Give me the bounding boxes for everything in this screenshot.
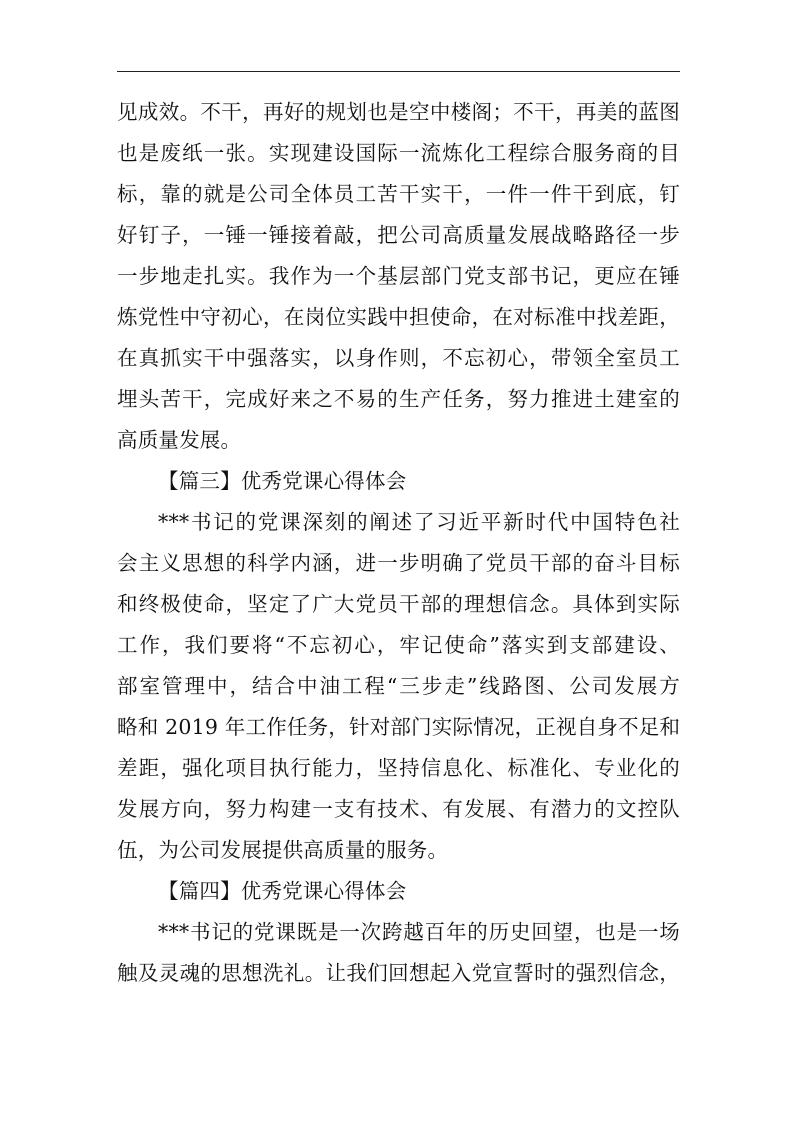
- text-line: 高质量发展。: [117, 428, 242, 452]
- text-line: 工作，我们要将“不忘初心，牢记使命”落实到支部建设、: [117, 633, 680, 657]
- section-heading: 【篇四】优秀党课心得体会: [158, 879, 407, 903]
- text-line: 会主义思想的科学内涵，进一步明确了党员干部的奋斗目标: [117, 551, 680, 575]
- text-line: 也是废纸一张。实现建设国际一流炼化工程综合服务商的目: [117, 141, 680, 165]
- text-line: 一步地走扎实。我作为一个基层部门党支部书记，更应在锤: [117, 264, 680, 288]
- text-line: 差距，强化项目执行能力，坚持信息化、标准化、专业化的: [117, 756, 680, 780]
- text-line: 伍，为公司发展提供高质量的服务。: [117, 838, 449, 862]
- document-body: [117, 92, 680, 994]
- header-rule: [117, 71, 680, 72]
- text-line: 炼党性中守初心，在岗位实践中担使命，在对标准中找差距，: [117, 305, 680, 329]
- text-line: 标，靠的就是公司全体员工苦干实干，一件一件干到底，钉: [117, 182, 680, 206]
- text-line: 发展方向，努力构建一支有技术、有发展、有潜力的文控队: [117, 797, 680, 821]
- text-line: 好钉子，一锤一锤接着敲，把公司高质量发展战略路径一步: [117, 223, 680, 247]
- text-line: 埋头苦干，完成好来之不易的生产任务，努力推进土建室的: [117, 387, 680, 411]
- text-line: 略和 2019 年工作任务，针对部门实际情况，正视自身不足和: [117, 715, 680, 739]
- text-line: 部室管理中，结合中油工程“三步走”线路图、公司发展方: [117, 674, 680, 698]
- text-line: 触及灵魂的思想洗礼。让我们回想起入党宣誓时的强烈信念，: [117, 961, 680, 985]
- text-line: 在真抓实干中强落实，以身作则，不忘初心，带领全室员工: [117, 346, 680, 370]
- section-heading: 【篇三】优秀党课心得体会: [158, 469, 407, 493]
- text-line: ***书记的党课深刻的阐述了习近平新时代中国特色社: [158, 510, 680, 534]
- text-line: ***书记的党课既是一次跨越百年的历史回望，也是一场: [158, 920, 680, 944]
- text-line: 见成效。不干，再好的规划也是空中楼阁；不干，再美的蓝图: [117, 100, 680, 124]
- text-line: 和终极使命，坚定了广大党员干部的理想信念。具体到实际: [117, 592, 680, 616]
